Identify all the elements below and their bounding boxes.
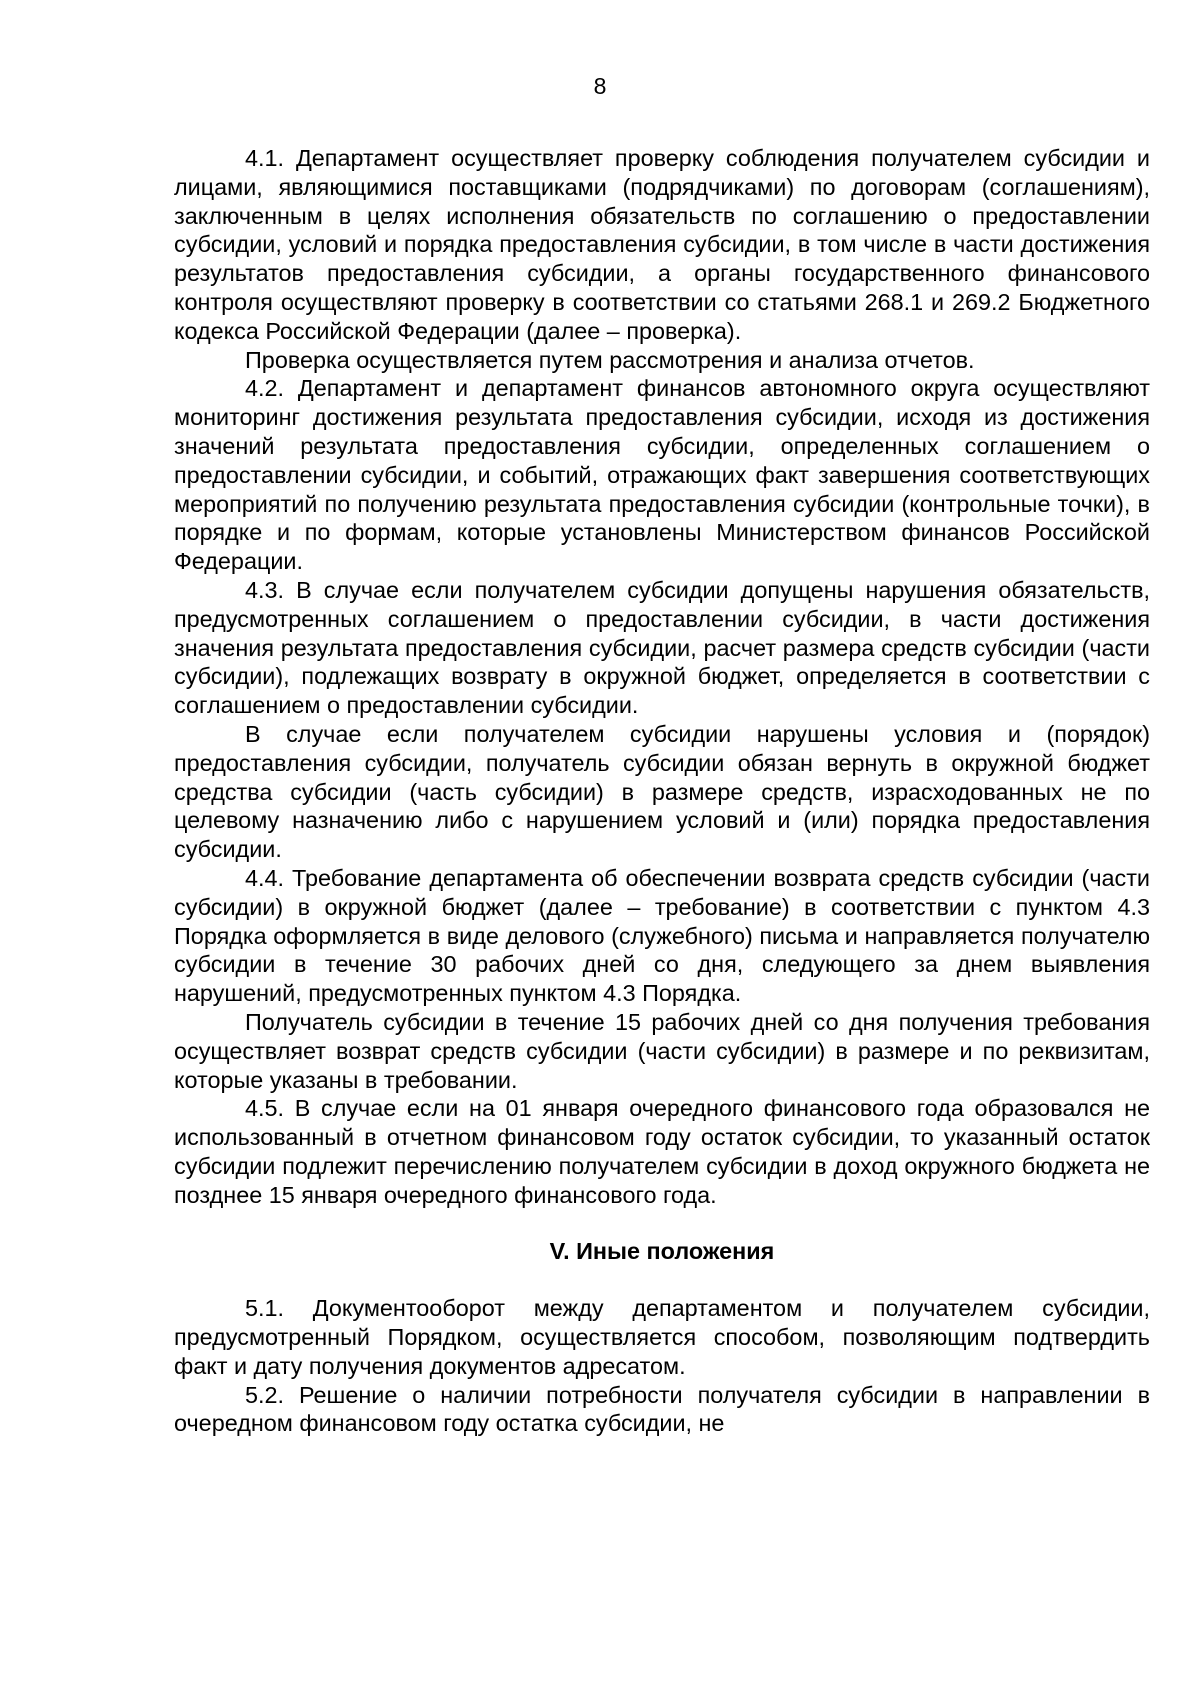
paragraph-5-1: 5.1. Документооборот между департаментом и получателем субсидии, предусмотренный Порядком, осуществляется способом, позволяющим подтвердить факт и дату получения документов адресатом. — [174, 1295, 1150, 1379]
paragraph-4-4: 4.4. Требование департамента об обеспечении возврата средств субсидии (части субсидии) в окружной бюджет (далее – требование) в соответствии с пунктом 4.3 Порядка оформляется в виде делового (служебного) письма и направляется получателю субсидии в течение 30 рабочих дней со дня, следующего за днем выявления нарушений, предусмотренных пунктом 4.3 Порядка. — [174, 864, 1150, 1007]
paragraph-4-1: 4.1. Департамент осуществляет проверку соблюдения получателем субсидии и лицами, являющимися поставщиками (подрядчиками) по договорам (соглашениям), заключенным в целях исполнения обязательств по соглашению о предоставлении субсидии, условий и порядка предоставления субсидии, в том числе в части достижения результатов предоставления субсидии, а органы государственного финансового контроля осуществляют проверку в соответствии со статьями 268.1 и 269.2 Бюджетного кодекса Российской Федерации (далее – проверка). — [174, 145, 1150, 344]
paragraph-4-1-check: Проверка осуществляется путем рассмотрения и анализа отчетов. — [245, 346, 975, 373]
paragraph-4-4-return: Получатель субсидии в течение 15 рабочих дней со дня получения требования осуществляет возврат средств субсидии (части субсидии) в размере и по реквизитам, которые указаны в требовании. — [174, 1008, 1150, 1093]
paragraph-4-3: 4.3. В случае если получателем субсидии допущены нарушения обязательств, предусмотренных соглашением о предоставлении субсидии, в части достижения значения результата предоставления субсидии, расчет размера средств субсидии (части субсидии), подлежащих возврату в окружной бюджет, определяется в соответствии с соглашением о предоставлении субсидии. — [174, 576, 1150, 719]
paragraph-4-3-violation: В случае если получателем субсидии нарушены условия и (порядок) предоставления субсидии, получатель субсидии обязан вернуть в окружной бюджет средства субсидии (часть субсидии) в размере средств, израсходованных не по целевому назначению либо с нарушением условий и (или) порядка предоставления субсидии. — [174, 720, 1150, 863]
page-number: 8 — [593, 73, 607, 99]
paragraph-5-2: 5.2. Решение о наличии потребности получателя субсидии в направлении в очередном финансовом году остатка субсидии, не — [174, 1381, 1150, 1437]
paragraph-4-2: 4.2. Департамент и департамент финансов автономного округа осуществляют мониторинг достижения результата предоставления субсидии, исходя из достижения значений результата предоставления субсидии, определенных соглашением о предоставлении субсидии, и событий, отражающих факт завершения соответствующих мероприятий по получению результата предоставления субсидии (контрольные точки), в порядке и по формам, которые установлены Министерством финансов Российской Федерации. — [174, 375, 1150, 575]
section-title: V. Иные положения — [549, 1238, 775, 1265]
paragraph-4-5: 4.5. В случае если на 01 января очередного финансового года образовался не использованный в отчетном финансовом году остаток субсидии, то указанный остаток субсидии подлежит перечислению получателем субсидии в доход окружного бюджета не позднее 15 января очередного финансового года. — [174, 1095, 1150, 1208]
document-body — [174, 144, 1150, 1438]
